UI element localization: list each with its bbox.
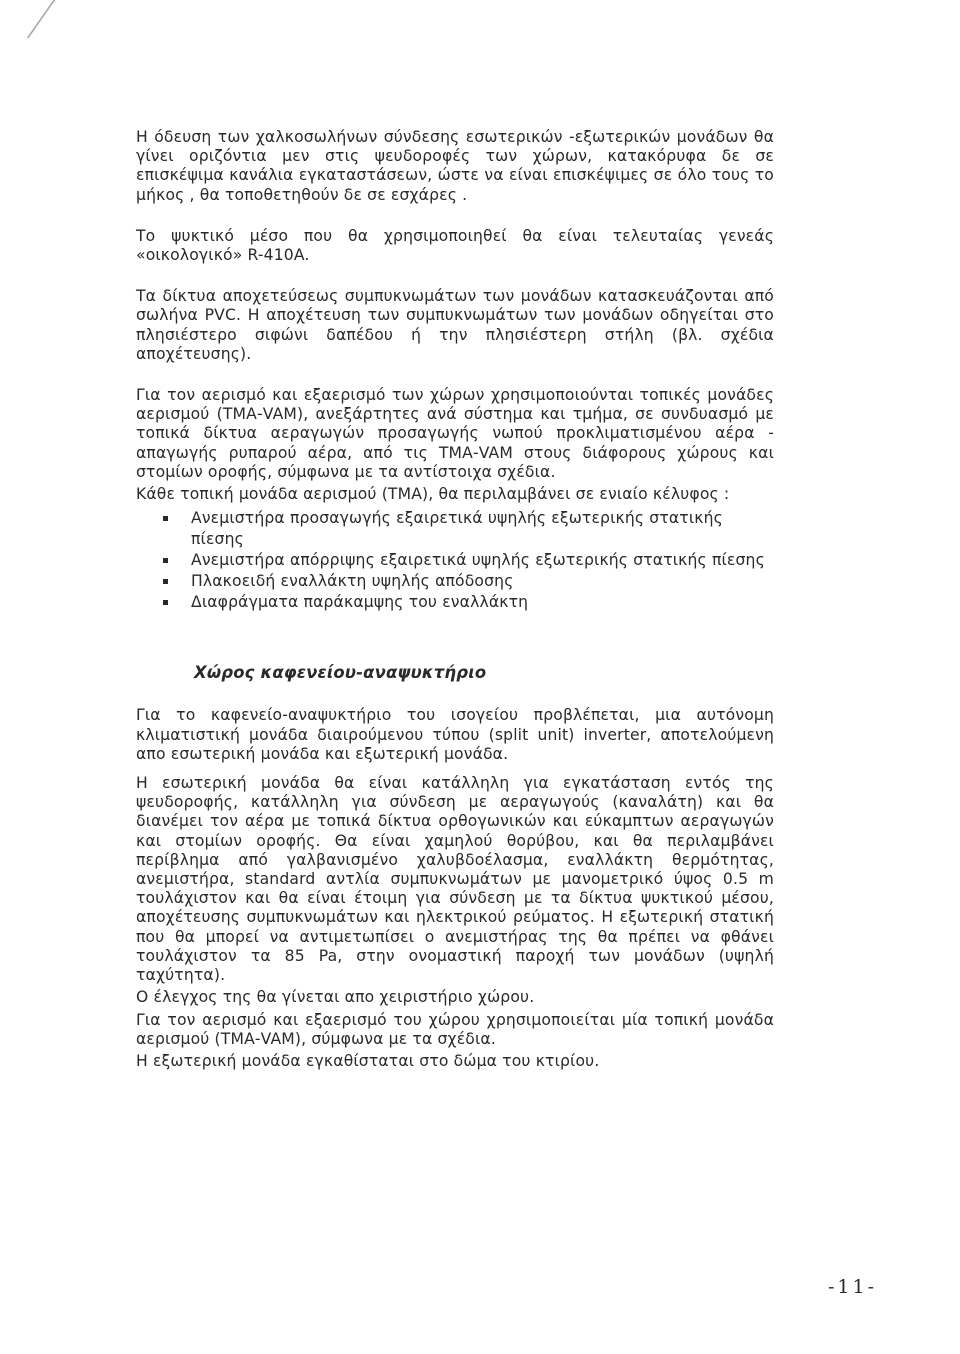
paragraph-control: Ο έλεγχος της θα γίνεται απο χειριστήριο χώρου. [136,988,535,1007]
paragraph-refrigerant: Το ψυκτικό μέσο που θα χρησιμοποιηθεί θα είναι τελευταίας γενεάς «οικολογικό» R-410A. [136,226,774,265]
paragraph-indoor-unit: Η εσωτερική μονάδα θα είναι κατάλληλη για εγκατάσταση εντός της ψευδοροφής, κατάλληλη για σύνδεση με αεραγωγούς (καναλάτη) και θα διανέμει τον αέρα με τοπικά δίκτυα ορθογωνικών και εύκαμπτων αεραγωγών και στομίων οροφής. Θα είναι χαμηλού θορύβου, και θα περιλαμβάνει περίβλημα από γαλβανισμένο χαλυβδοέλασμα, εναλλάκτη θερμότητας, ανεμιστήρα, standard αντλία συμπυκνωμάτων με μανομετρικό ύψος 0.5 m τουλάχιστον και θα είναι έτοιμη για σύνδεση με τα δίκτυα ψυκτικού μέσου, αποχέτευσης συμπυκνωμάτων και ηλεκτρικού ρεύματος. Η εξωτερική στατική που θα μπορεί να αντιμετωπίσει ο ανεμιστήρας της θα πρέπει να φθάνει τουλάχιστον τα 85 Pa, στην ονομαστική παροχή των μονάδων (υψηλή ταχύτητα). [136,774,774,985]
scan-corner-mark [27,0,136,38]
paragraph-outdoor-unit: Η εξωτερική μονάδα εγκαθίσταται στο δώμα του κτιρίου. [136,1051,600,1070]
tma-components-list [163,508,774,613]
paragraph-split-unit: Για το καφενείο-αναψυκτήριο του ισογείου προβλέπεται, μια αυτόνομη κλιματιστική μονάδα διαιρούμενου τύπου (split unit) inverter, αποτελούμενη απο εσωτερική μονάδα και εξωτερική μονάδα. [136,706,774,763]
list-item: Διαφράγματα παράκαμψης του εναλλάκτη [163,592,774,613]
list-item: Ανεμιστήρα απόρριψης εξαιρετικά υψηλής εξωτερικής στατικής πίεσης [163,550,774,571]
paragraph-condensate-drain: Τα δίκτυα αποχετεύσεως συμπυκνωμάτων των μονάδων κατασκευάζονται από σωλήνα PVC. Η αποχέτευση των συμπυκνωμάτων των μονάδων οδηγείται στο πλησιέστερο σιφώνι δαπέδου ή την πλησιέστερη στήλη (βλ. σχέδια αποχέτευσης). [136,287,774,363]
list-item: Ανεμιστήρα προσαγωγής εξαιρετικά υψηλής εξωτερικής στατικής πίεσης [163,508,774,550]
paragraph-piping-route: Η όδευση των χαλκοσωλήνων σύνδεσης εσωτερικών -εξωτερικών μονάδων θα γίνει οριζόντια μεν στις ψευδοροφές των χώρων, κατακόρυφα δε σε επισκέψιμα κανάλια εγκαταστάσεων, ώστε να είναι επισκέψιμες σε όλο τους το μήκος , θα τοποθετηθούν δε σε εσχάρες . [136,128,774,204]
document-body [136,128,774,1071]
paragraph-room-ventilation: Για τον αερισμό και εξαερισμό του χώρου χρησιμοποιείται μία τοπική μονάδα αερισμού (ΤΜΑ-VAM), σύμφωνα με τα σχέδια. [136,1010,774,1048]
list-item: Πλακοειδή εναλλάκτη υψηλής απόδοσης [163,571,774,592]
page-number: -11- [828,1276,878,1298]
paragraph-tma-contents: Κάθε τοπική μονάδα αερισμού (ΤΜΑ), θα περιλαμβάνει σε ενιαίο κέλυφος : [136,485,730,504]
section-heading: Χώρος καφενείου-αναψυκτήριο [194,663,487,683]
paragraph-ventilation: Για τον αερισμό και εξαερισμό των χώρων χρησιμοποιούνται τοπικές μονάδες αερισμού (ΤΜΑ-VAM), ανεξάρτητες ανά σύστημα και τμήμα, σε συνδυασμό με τοπικά δίκτυα αεραγωγών προσαγωγής νωπού προκλιματισμένου αέρα - απαγωγής ρυπαρού αέρα, από τις ΤΜΑ-VAM στους διάφορους χώρους και στομίων οροφής, σύμφωνα με τα αντίστοιχα σχέδια. [136,386,774,481]
